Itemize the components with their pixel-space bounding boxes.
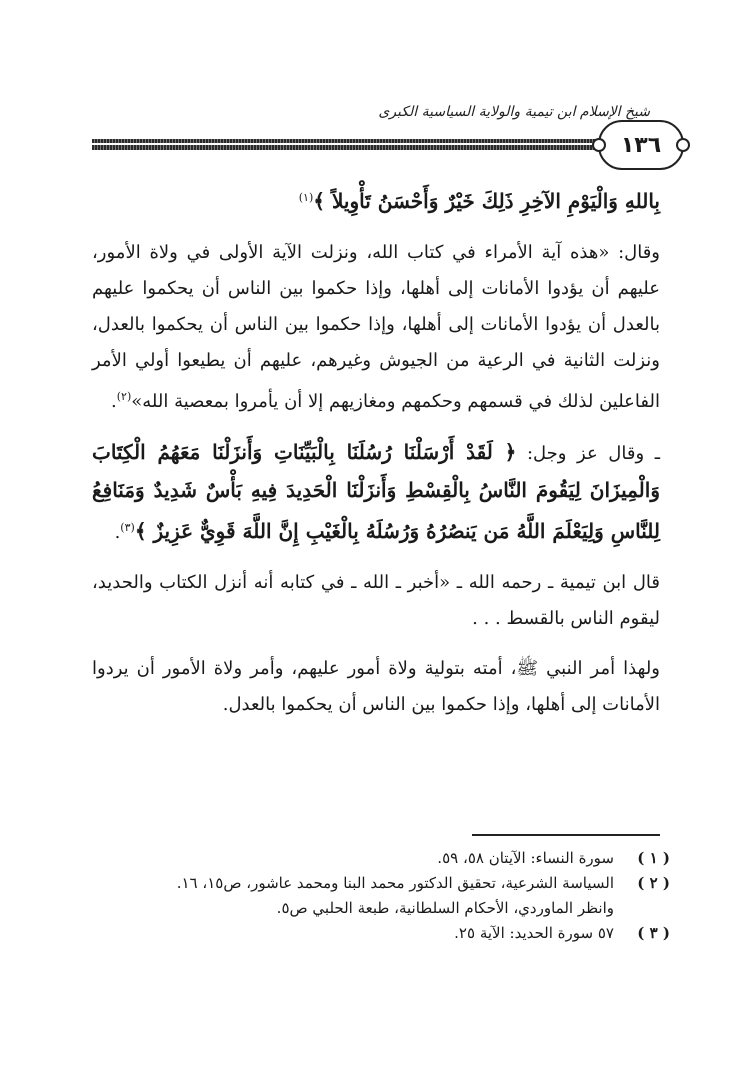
footnote-1: [92, 846, 670, 871]
footnote-number: ( ١ ): [637, 849, 670, 867]
page-number: [598, 120, 684, 170]
paragraph-hadid-verse: [92, 434, 660, 551]
paragraph-prophet-command: [92, 651, 660, 723]
footnote-2-continuation: وانظر الماوردي، الأحكام السلطانية، طبعة الحلبي ص٥.: [276, 899, 614, 917]
footnote-ref-1: (١): [298, 191, 314, 204]
paragraph-ibn-taymiyya: [92, 565, 660, 637]
hadid-verse-text: ﴿ لَقَدْ أَرْسَلْنَا رُسُلَنَا بِالْبَيِّنَاتِ وَأَنزَلْنَا مَعَهُمُ الْكِتَابَ وَالْمِيزَانَ لِيَقُومَ النَّاسُ بِالْقِسْطِ وَأَنزَلْنَا الْحَدِيدَ فِيهِ بَأْسٌ شَدِيدٌ وَمَنَافِعُ لِلنَّاسِ وَلِيَعْلَمَ اللَّهُ مَن يَنصُرُهُ وَرُسُلَهُ بِالْغَيْبِ إِنَّ اللَّهَ قَوِيٌّ عَزِيزٌ ﴾: [92, 440, 660, 543]
paragraph-ibn-taymiyya-text: قال ابن تيمية ـ رحمه الله ـ «أخبر ـ الله ـ في كتابه أنه أنزل الكتاب والحديد، ليقوم الناس بالقسط . . .: [92, 572, 660, 629]
verse-continuation: [92, 180, 660, 221]
footnote-number: ( ٣ ): [637, 924, 670, 942]
paragraph-hadid-lead: ـ وقال عز وجل:: [516, 443, 661, 464]
paragraph-amara-end: .: [111, 391, 117, 412]
paragraph-hadid-end: .: [114, 522, 121, 543]
paragraph-prophet-command-text: ولهذا أمر النبي ﷺ، أمته بتولية ولاة أمور عليهم، وأمر ولاة الأمور أن يردوا الأمانات إلى أهلها، وإذا حكموا بين الناس أن يحكموا بالعدل.: [92, 658, 660, 715]
footnote-text: سورة النساء: الآيتان ٥٨، ٥٩.: [437, 849, 614, 867]
verse-end-text: بِاللهِ وَالْيَوْمِ الآخِرِ ذَلِكَ خَيْرٌ وَأَحْسَنُ تَأْوِيلاً ﴾: [313, 189, 660, 213]
footnote-ref-3: (٣): [120, 521, 135, 534]
paragraph-amara-text: وقال: «هذه آية الأمراء في كتاب الله، ونزلت الآية الأولى في ولاة الأمور، عليهم أن يؤدوا الأمانات إلى أهلها، وإذا حكموا بين الناس أن يحكموا عليهم بالعدل أن يؤدوا الأمانات إلى أهلها، وإذا حكموا بين الناس أن يحكموا بالعدل، ونزلت الثانية في الرعية من الجيوش وغيرهم، عليهم أن يطيعوا أولي الأمر الفاعلين لذلك في قسمهم وحكمهم ومغازيهم إلا أن يأمروا بمعصية الله»: [92, 242, 660, 412]
page-number-label: ١٣٦: [620, 132, 662, 158]
footnote-2: [92, 871, 670, 896]
footnote-text: السياسة الشرعية، تحقيق الدكتور محمد البنا ومحمد عاشور، ص١٥، ١٦.: [176, 874, 614, 892]
footnote-text: ٥٧ سورة الحديد: الآية ٢٥.: [454, 924, 614, 942]
paragraph-amara: [92, 235, 660, 420]
main-text: [92, 180, 660, 737]
running-title: شيخ الإسلام ابن تيمية والولاية السياسية الكبرى: [378, 104, 650, 120]
footnote-number: ( ٢ ): [637, 874, 670, 892]
header-rule: [92, 139, 604, 150]
footnote-ref-2: (٢): [116, 390, 132, 403]
footnote-separator: [472, 834, 660, 836]
footnote-3: [92, 921, 670, 946]
footnotes: [92, 846, 670, 946]
